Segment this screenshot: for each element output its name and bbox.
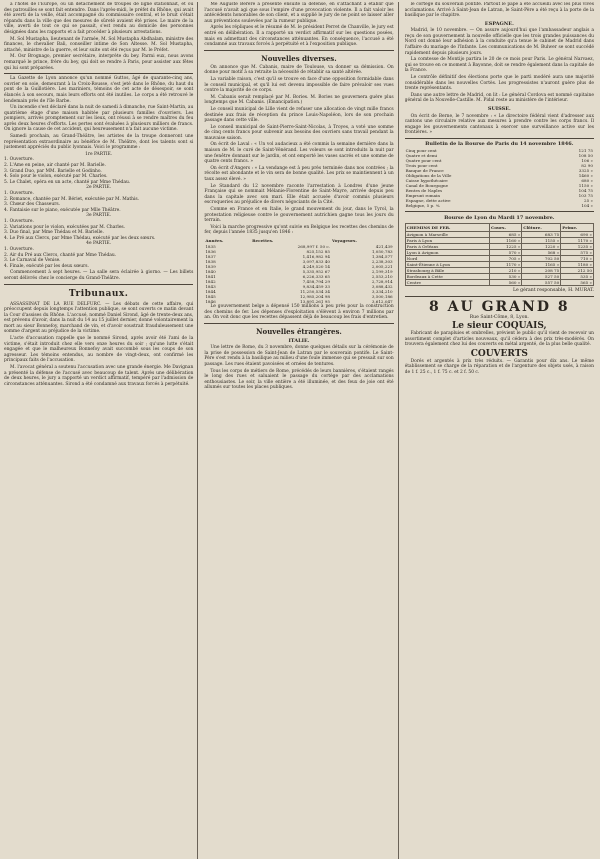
program-line: 3. Grand Duo, par MM. Barielle et Godinho. [4,168,102,174]
table-cell: 1836 [205,248,216,254]
program-line: 3. Chœur des Chasseurs. [4,202,60,208]
table-cell: 680 » [581,178,593,184]
table-cell: 9,834,459 33 [302,283,330,289]
article-paragraph: Le conseil municipal de Saint-Pierre-Saint-Nicolas, à Troyes, a voté une somme de cinq cents francs pour subvenir aux besoins des ouvriers sans travail pendant la mauvaise saison. [204,124,394,141]
divider [204,50,393,51]
program-line: 2. Air du Pré aux Clercs, chanté par Mme Thédau. [4,252,117,258]
table-cell: 557 50 [522,279,561,285]
subheading-espagne: ESPAGNE. [484,20,514,27]
column-2 [204,2,398,859]
article-paragraph: Voici la marche progressive qu'ont suivie en Belgique les recettes des chemins de fer, depuis l'année 1835 jusqu'en 1846 : [204,224,394,236]
table-cell: 2,728,914 [371,278,393,284]
article-paragraph: La Gazette de Lyon annonce qu'un nommé Guttos, âgé de quarante-cinq ans, ouvrier en soie, demeurant à la Croix-Rousse, s'est jeté dans le Rhône, du haut du pont de la Guillotière. Les mariniers, témoins de cet acte de désespoir, se sont élancés à son secours, mais leurs efforts ont été inutiles. Le corps a été retrouvé le lendemain près de l'île Barbe. [4,76,194,104]
program-line: 3. Le Carnaval de Venise. [4,258,61,264]
table-cell: 1837 [205,253,216,259]
article-paragraph: On écrit d'Angers : « La vendange est à peu près terminée dans nos contrées ; la récolte est abondante et le vin sera de bonne qualité. Les prix se maintiennent à un taux assez élevé. » [204,165,394,183]
table-cell: Saint-Étienne à Lyon [405,261,489,267]
subheading-italie: ITALIE. [288,337,310,344]
table-cell: Canal de Bourgogne [405,183,449,189]
gerant-signature: Le gérant responsable, H. MURAT. [512,287,594,293]
concert-program [4,152,193,269]
table-cell: 2,005,221 [371,263,393,269]
table-cell: 2,199,319 [371,268,393,274]
table-cell: 1841 [205,273,216,279]
article-paragraph: M. Sol Mustapha, lieutenant de l'armée, M. Sol Mustapha Abdhalam, ministre des finances, le chevalier Bali, conseiller intime de Son Altesse. M. Sol Mustapha, attaché, ministre de la guerre, et leur suite ont été reçus par M. le Préfet. [4,36,194,53]
table-cell: 108 50 [578,153,593,159]
table-cell: 25 » [583,198,593,204]
bulletin-bourse-paris-heading: Bulletin de la Bourse de Paris du 14 novembre 1846. [425,140,574,147]
table-cell: 1180 » [561,261,594,267]
article-paragraph: Commencement à sept heures. — La salle sera éclairée à giorno. — Les billets seront délivrés chez le concierge du Grand-Théâtre. [4,270,194,281]
table-cell: 1838 [205,258,216,264]
table-cell: 1225 » [490,243,522,249]
program-line: 1. Ouverture. [4,218,34,224]
table-cell: 560 » [490,279,522,285]
table-cell: 1170 » [561,237,594,243]
table-cell: 1843 [205,283,216,289]
article-paragraph: On annonce que M. Cabanis, maire de Toulouse, va donner sa démission. On donne pour motif à sa retraite la nécessité de rétablir sa santé altérée. [204,64,394,76]
table-cell: 3325 » [578,168,593,174]
article-paragraph: Samedi prochain, au Grand-Théâtre, les artistes de la troupe donneront une représentation extraordinaire au bénéfice de M. Théâtre, dont les talents sont si justement appréciés du public lyonnais. Voici le programme : [4,134,194,151]
table-cell: Quatre et demi [405,153,438,159]
table-cell: 825,152 85 [306,248,330,254]
article-paragraph: Le Standard du 12 novembre raconte l'arrestation à Londres d'une jeune Française qui se nommait Mélanie-Florentine de Saint-Mayre, arrivée depuis peu dans la capitale avec son mari. Elle était accusée d'avoir commis plusieurs escroqueries au préjudice de divers négociants de la Cité. [204,183,394,206]
table-cell: Espagne, dette active [405,198,451,204]
program-line: 1. Ouverture. [4,191,34,196]
article-paragraph: On écrit de Laval : « Un vol audacieux a été commis la semaine dernière dans la maison de M. le curé de Saint-Vénérand. Les voleurs se sont introduits la nuit par une fenêtre donnant sur le jardin, et ont emporté les vases sacrés et une somme de quatre cents francs. » [204,142,394,165]
table-cell: 535 » [561,273,594,279]
program-line: 4. Solo pour le violon, exécuté par M. Charles. [4,174,108,180]
table-cell: 1155 » [522,237,561,243]
article-paragraph: Tous les corps de métiers de Rome, précédés de leurs bannières, s'étaient rangés le long des rues et saluaient le passage du cortège par des acclamations enthousiastes. Le soir, la ville entière a été illuminée, et des feux de joie ont été allumés sur toutes les places publiques. [204,368,394,391]
subheading-suisse: SUISSE. [487,106,511,112]
table-cell: Banque de France [405,168,444,174]
table-cell: 2,553,210 [371,273,393,279]
table-cell: 702 50 [522,255,561,261]
table-cell: 527 50 [522,273,561,279]
program-line: 1. Ouverture. [4,157,34,163]
table-cell: 710 » [561,255,594,261]
table-cell: Caisse hypothécaire [405,178,448,184]
table-cell: 570 » [490,249,522,255]
article-paragraph: Après les répliques et le résumé de M. le président Perret de Chanville, le jury est entré en délibération. Il a rapporté un verdict affirmatif sur les questions posées, mais en admettant des circonstances atténuantes. En conséquence, l'accusé a été condamné aux travaux forcés à perpétuité et à l'exposition publique. [204,25,394,48]
article-paragraph: à l'hôtel de l'Europe, où un détachement de troupes de ligne stationnait, et où des patrouilles se sont fait entendre. Dans l'après-midi, le préfet du Rhône, qui avait été averti de la veille, était accompagné du commissaire central, et le bruit s'était répandu dans la ville que des mesures de sûreté avaient été prises. Le maire de la ville, averti de tout ce qui se passait, s'est rendu au domicile des personnes désignées dans les rapports et a fait procéder à plusieurs arrestations. [4,2,194,35]
article-paragraph: Dans une autre lettre de Madrid, on lit : Le général Cordova est nommé capitaine général de la Nouvelle-Castille. M. Pidal reste au ministère de l'intérieur. [404,92,594,104]
article-paragraph: Une lettre de Rome, du 3 novembre, donne quelques détails sur la cérémonie de la prise de possession de Saint-Jean de Latran par le souverain pontife. Le Saint-Père s'est rendu à la basilique au milieu d'une foule immense qui se pressait sur son passage. Les rues étaient pavoisées et ornées de tentures. [204,345,394,368]
table-cell: 705 » [490,255,522,261]
advertisement-couverts: COUVERTS [470,348,528,359]
table-cell: 1165 » [522,261,561,267]
program-line: 3e PARTIE. [86,213,112,219]
program-line: 2. Variations pour le violon, exécutées par M. Charles. [4,224,126,230]
table-cell: 104 » [581,203,593,209]
table-cell: 1839 [205,263,216,269]
bourse-lyon-heading: Bourse de Lyon du Mardi 17 novembre. [444,215,555,222]
table-cell: 1835 [205,243,216,249]
railway-receipts-table [204,237,393,304]
article-paragraph: M. Cabanis serait remplacé par M. Bories. M. Bories ne gouvernera guère plus longtemps que M. Cabanis. (Émancipation.) [204,94,394,106]
table-header-row [204,237,393,244]
article-paragraph: La comtesse de Montijo partira le 20 de ce mois pour Paris. Le général Narvaez, qui se trouve en ce moment à Bayonne, doit se rendre également dans la capitale de la France. [404,57,594,74]
article-paragraph: M. Osr Brognago, premier secrétaire, interprète du bey. Parmi eux, nous avons remarqué le prince, frère du bey, qui doit se rendre à Paris, pour assister aux fêtes qui lui sont préparées. [4,54,194,71]
table-cell: 1220 » [522,243,561,249]
table-cell: 4,249,520 14 [302,263,330,269]
article-paragraph: le cortège du souverain pontife. Partout le pape a été accueilli avec les plus vives acclamations. Arrivé à Saint-Jean de Latran, le Saint-Père a été reçu à la porte de la basilique par le chapitre. [404,2,594,19]
table-cell: 568 » [522,249,561,255]
table-cell: Cinq pour cent [405,148,437,154]
table-cell: 103 75 [578,193,593,199]
table-cell: 421,439 [375,243,393,249]
program-line: 4. Finale, exécuté par les deux sœurs. [4,263,89,269]
advertisement-merchant: Le sieur COQUAIS, [451,321,547,332]
table-cell: 104 75 [578,188,593,194]
program-line: 2. L'Ame en peine, air chanté par M. Barielle. [4,163,106,169]
section-heading-tribunaux: Tribunaux. [68,288,129,299]
program-line: 1re PARTIE. [85,151,113,157]
program-line: 4e PARTIE. [86,241,112,247]
table-cell: 1845 [205,293,216,299]
section-heading-nouvelles-diverses: Nouvelles diverses. [261,53,337,63]
paris-bourse-table [405,148,594,208]
table-cell: 12,985,204 98 [300,293,330,299]
divider [4,73,193,74]
table-cell: 565 » [561,279,594,285]
advertisement-title: 8 AU GRAND 8 [429,299,570,316]
column-1 [4,2,198,859]
table-cell: Lyon à Avignon [405,249,489,255]
table-cell: Paris à Orléans [405,243,489,249]
table-cell: 1160 » [490,237,522,243]
article-paragraph: ASSASSINAT DE LA RUE DELFURC. — Les débats de cette affaire, qui préoccupent depuis longtemps l'attention publique, se sont ouverts ce matin devant la Cour d'assises du Rhône. L'accusé, nommé Daniel Sirond, âgé de trente-deux ans, est prévenu d'avoir, dans la nuit du 14 au 15 juillet dernier, donné volontairement la mort au sieur Bonnefoy, marchand de vin, et d'avoir soustrait frauduleusement une somme d'argent au préjudice de la victime. [4,301,194,335]
table-cell: 13,891,261 95 [300,298,330,304]
divider [405,211,594,212]
table-cell: Belgique, 5 p. % [405,203,440,209]
program-line: 5. Le Chalet, opéra en un acte, chanté par Mme Thédau. [4,179,131,185]
table-row [405,279,593,285]
table-cell: 1150 » [578,183,593,189]
table-header: Voyageurs. [331,237,357,243]
table-cell: 1235 » [561,243,594,249]
article-paragraph: Le conseil municipal de Lille vient de refuser une allocation de vingt mille francs destinée aux frais de réception du prince Louis-Napoléon, lors de son prochain passage dans cette ville. [204,106,394,124]
table-cell: 1170 » [490,261,522,267]
table-cell: 2,238,303 [371,258,393,264]
table-cell: 121 75 [578,148,593,154]
table-cell: 212 50 [561,267,594,273]
section-heading-nouvelles-etrangeres: Nouvelles étrangères. [256,326,342,336]
article-paragraph: Me Auguste Bérère a présenté ensuite la défense, en s'attachant à établir que l'accusé n'avait agi que sous l'empire d'une provocation violente. Il a fait valoir les antécédents honorables de son client, et a supplié le jury de ne point se laisser aller aux préventions soulevées par la rumeur publique. [204,2,394,24]
table-cell: 106 » [581,158,593,164]
table-cell: Strasbourg à Bâle [405,267,489,273]
table-cell: 1,050,783 [371,248,393,254]
table-cell: 7,458,794 29 [302,278,330,284]
table-cell: 1,416,982 94 [302,253,330,259]
program-line: 1. Ouverture. [4,246,34,252]
divider [204,323,393,324]
article-paragraph: M. l'avocat général a soutenu l'accusation avec une grande énergie. Me Davignan a présenté la défense de l'accusé avec beaucoup de talent. Après une délibération de deux heures, le jury a rapporté un verdict affirmatif, tempéré par l'admission de circonstances atténuantes. Sirond a été condamné aux travaux forcés à perpétuité. [4,365,194,387]
table-cell: Rentes de Naples [405,188,443,194]
table-cell: Paris à Lyon [405,237,489,243]
table-header: Années. [205,237,224,243]
advertisement-text: Fabricant de parapluies et ombrelles, prévient le public qu'il vient de recevoir un assortiment complet d'articles nouveaux, qu'il cédera à des prix très-modérés. On trouvera également chez lui des couverts en métal argenté, de la plus belle qualité. [404,331,594,348]
article-paragraph: Le contrôle définitif des élections porte que le parti modéré aura une majorité considérable dans les nouvelles Cortès. Les progressistes n'auront guère plus de trente représentants. [404,75,594,92]
article-paragraph: Un incendie s'est déclaré dans la nuit de samedi à dimanche, rue Saint-Martin, au quatrième étage d'une maison habitée par plusieurs familles d'ouvriers. Les pompiers, arrivés promptement sur les lieux, ont réussi à se rendre maîtres du feu après deux heures d'efforts. Les pertes sont évaluées à plusieurs milliers de francs. On ignore la cause de cet accident, qui heureusement n'a fait aucune victime. [4,105,194,133]
table-cell: Trois pour cent [405,163,438,169]
table-cell: Centre [405,279,489,285]
article-paragraph: Le gouvernement belge a dépensé 150 millions à peu près pour la construction des chemins de fer. Les dépenses d'exploitation s'élèvent à environ 7 millions par an. On voit donc que les recettes dépassent déjà de beaucoup les frais d'entretien. [204,303,394,321]
divider [405,296,594,297]
table-cell: Obligations de la Ville [405,173,452,179]
table-cell: 1,384,577 [371,253,393,259]
table-header: Clôture. [522,223,561,231]
table-header: Recettes. [252,237,274,243]
table-cell: 6,226,333 65 [302,273,330,279]
program-line: 4. Le Pré aux Clercs, par Mme Thédau, exécuté par les deux sœurs. [4,235,156,241]
table-cell: 530 » [490,273,522,279]
table-cell: 268,997 f. 50 c. [297,243,330,249]
program-line: 3. Duo final, par Mme Thédau et M. Barielle. [4,230,104,236]
program-line: 2. Romance, chantée par M. Bériet, exécutée par M. Mathis. [4,196,140,202]
table-cell: 208 75 [522,267,561,273]
table-cell: 3,088,432 [371,283,393,289]
table-cell: 575 » [561,249,594,255]
table-cell: 1842 [205,278,216,284]
table-cell: 690 » [561,231,594,237]
table-cell: 5,335,952 67 [302,268,330,274]
table-cell: Quatre pour cent [405,158,442,164]
divider [4,284,193,285]
article-paragraph: Madrid, le 10 novembre. — On assure aujourd'hui que l'ambassadeur anglais a reçu de son gouvernement la nouvelle officielle que les trois grandes puissances du Nord ont donné leur adhésion à la conduite qu'a tenue le cabinet de Madrid dans l'affaire du mariage de l'Infante. Les communications de M. Bulwer se sont succédé rapidement depuis plusieurs jours. [404,28,594,56]
article-paragraph: On écrit de Berne, le 7 novembre : « Le directoire fédéral vient d'adresser aux cantons une circulaire relative aux mesures à prendre contre les corps francs. Il engage les gouvernements cantonaux à exercer une surveillance active sur les frontières. » [404,113,594,136]
table-cell: 1846 [205,298,216,304]
table-header-row [405,223,593,231]
table-header: CHEMINS DE FER. [405,223,489,231]
divider [405,138,594,139]
table-header: Prime. [561,223,594,231]
table-cell: 11,250,534 34 [300,288,330,294]
table-cell: 210 » [490,267,522,273]
advertisement-text: Dorés et argentés à prix très réduits. — Garantis pour dix ans. Le même établissement se charge de la réparation et de l'argenture des objets usés, à raison de 1 f. 25 c., 1 f. 75 c. et 2 f. 50 c. [404,358,594,376]
table-cell: 1840 [205,268,216,274]
table-cell: 683 75 [522,231,561,237]
table-cell: 3,334,210 [371,288,393,294]
lyon-bourse-table [405,223,594,286]
table-header: Cours. [490,223,522,231]
table-cell: 1844 [205,288,216,294]
table-cell: 1460 » [578,173,593,179]
program-line: 2e PARTIE. [86,185,112,191]
table-cell: 3,500,186 [371,293,393,299]
table-cell: Avignon à Marseille [405,231,489,237]
table-cell: 3,612,047 [371,298,393,304]
column-3 [405,2,594,859]
article-paragraph: La variable raison, c'est qu'il se trouve en face d'une opposition formidable dans le conseil municipal, et qu'il lui est devenu impossible de faire prévaloir ses vues contre la majorité de ce corps. [204,76,394,94]
table-cell: 685 » [490,231,522,237]
article-paragraph: Comme en France et en Italie, le grand mouvement du jour, dans le Tyrol, la protestation religieuse contre le gouvernement autrichien gagne tous les jours du terrain. [204,207,394,224]
article-paragraph: L'acte d'accusation rappelle que le nommé Sirond, après avoir été l'ami de la victime, s'était introduit chez elle vers onze heures du soir ; qu'une lutte s'était engagée et que le malheureux Bonnefoy avait succombé sous les coups de son agresseur. Les témoins entendus, au nombre de vingt-deux, ont confirmé les principaux faits de l'accusation. [4,336,194,364]
table-cell: 82 90 [581,163,593,169]
advertisement-address: Rue Saint-Côme, 8, Lyon. [469,315,529,321]
table-cell: Emprunt romain [405,193,441,199]
table-cell: 3,097,833 40 [302,258,330,264]
table-cell: Bordeaux à Cette [405,273,489,279]
table-cell: Nord [405,255,489,261]
program-line: 4. Fantaisie sur le piano, exécutée par Mlle Théâtre. [4,207,121,213]
table-row [405,203,594,208]
